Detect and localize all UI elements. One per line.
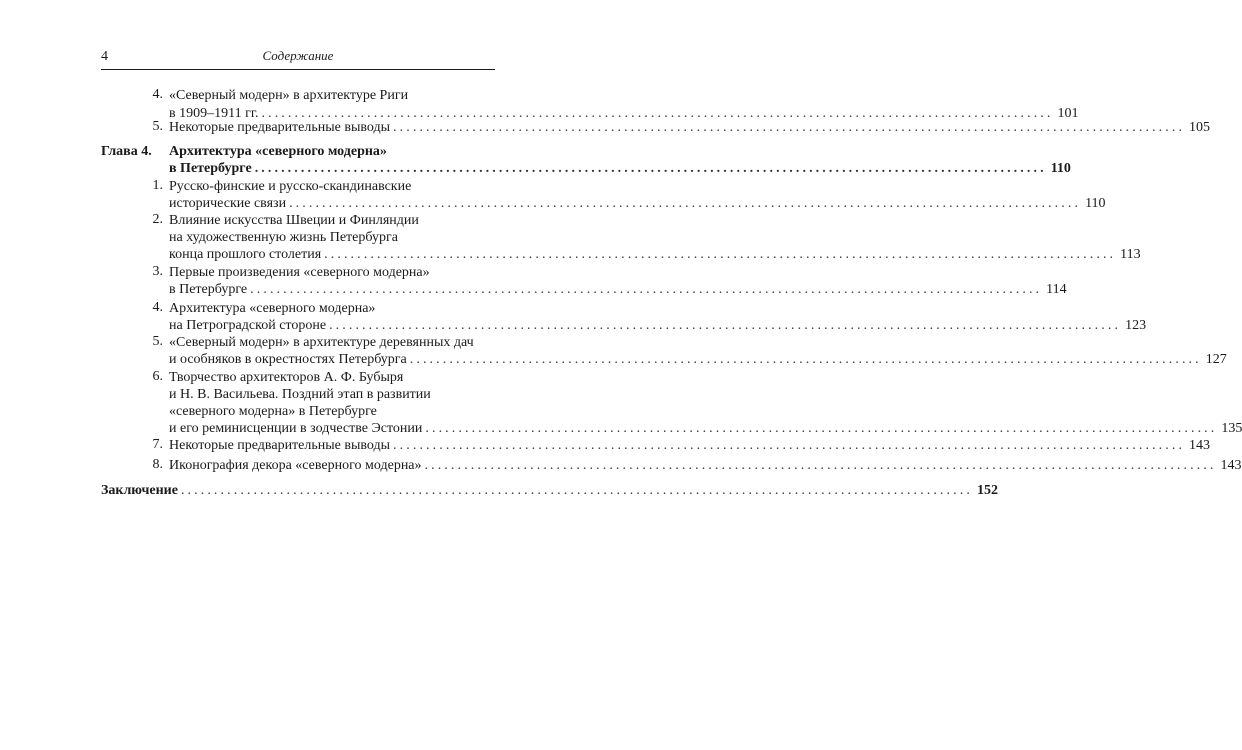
toc-entry-title-line: Архитектура «северного модерна» [169, 301, 376, 316]
dot-leader: ........................................................................................................................ [409, 352, 1202, 367]
conclusion-label: Заключение [101, 483, 178, 498]
toc-entry-page: 110 [1085, 196, 1106, 211]
toc-entry-title-line: «Северный модерн» в архитектуре деревянных дач [169, 335, 474, 350]
toc-entry-title-line: Творчество архитекторов А. Ф. Бубыря [169, 370, 404, 385]
toc-entry-title-line: «северного модерна» в Петербурге [169, 404, 377, 419]
dot-leader: ........................................................................................................................ [261, 106, 1054, 121]
toc-entry-title-line: конца прошлого столетия [169, 247, 322, 262]
toc-entry-number: 2. [152, 212, 163, 227]
toc-entry-page: 113 [1120, 247, 1141, 262]
toc-entry-page: 101 [1057, 106, 1079, 121]
chapter-page: 110 [1050, 161, 1071, 176]
toc-entry-number: 5. [152, 334, 163, 349]
toc-entry-title-line: исторические связи [169, 196, 287, 211]
dot-leader: ........................................................................................................................ [289, 196, 1082, 211]
toc-entry-title-line: на художественную жизнь Петербурга [169, 230, 398, 245]
chapter-label: Глава 4. [101, 144, 152, 159]
toc-entry-page: 127 [1205, 352, 1227, 367]
toc-entry-number: 4. [152, 87, 163, 102]
toc-entry-title-line: Русско-финские и русско-скандинавские [169, 179, 412, 194]
toc-entry-title-line: «Северный модерн» в архитектуре Риги [169, 88, 409, 103]
dot-leader: ........................................................................................................................ [393, 120, 1186, 135]
toc-entry-title-line: и особняков в окрестностях Петербурга [169, 352, 407, 367]
dot-leader: ........................................................................................................................ [324, 247, 1117, 262]
dot-leader: ........................................................................................................................ [425, 421, 1218, 436]
dot-leader: ........................................................................................................................ [329, 318, 1122, 333]
toc-entry-page: 143 [1220, 458, 1242, 473]
toc-entry-page: 114 [1046, 282, 1067, 297]
dot-leader: ........................................................................................................................ [393, 438, 1186, 453]
toc-entry-title-line: Некоторые предварительные выводы [169, 120, 391, 135]
toc-entry-page: 135 [1221, 421, 1242, 436]
toc-entry-number: 8. [152, 457, 163, 472]
toc-entry-page: 143 [1189, 438, 1211, 453]
chapter-title-line: в Петербурге [169, 161, 252, 176]
toc-entry-title-line: Влияние искусства Швеции и Финляндии [169, 213, 419, 228]
page-number: 4 [101, 49, 108, 64]
toc-entry-title-line: Некоторые предварительные выводы [169, 438, 391, 453]
toc-entry-number: 6. [152, 369, 163, 384]
toc-entry-page: 105 [1189, 120, 1211, 135]
toc-entry-number: 3. [152, 264, 163, 279]
dot-leader: ........................................................................................................................ [424, 458, 1217, 473]
conclusion-page: 152 [976, 483, 998, 498]
toc-entry-title-line: Иконография декора «северного модерна» [169, 458, 422, 473]
dot-leader: ........................................................................................................................ [254, 161, 1047, 176]
toc-entry-title-line: и Н. В. Васильева. Поздний этап в развитии [169, 387, 431, 402]
toc-entry-number: 5. [152, 119, 163, 134]
toc-entry-title-line: Первые произведения «северного модерна» [169, 265, 430, 280]
toc-entry-title-line: в Петербурге [169, 282, 248, 297]
toc-entry-title-line: в 1909–1911 гг. [169, 106, 259, 121]
table-of-contents [101, 0, 1242, 750]
toc-entry-number: 1. [152, 178, 163, 193]
toc-entry-page: 123 [1125, 318, 1147, 333]
toc-entry-number: 7. [152, 437, 163, 452]
toc-entry-title-line: на Петроградской стороне [169, 318, 327, 333]
dot-leader: ........................................................................................................................ [180, 483, 973, 498]
toc-entry-title-line: и его реминисценции в зодчестве Эстонии [169, 421, 423, 436]
toc-entry-number: 4. [152, 300, 163, 315]
dot-leader: ........................................................................................................................ [250, 282, 1043, 297]
running-title: Содержание [262, 48, 334, 63]
chapter-title-line: Архитектура «северного модерна» [169, 144, 387, 159]
